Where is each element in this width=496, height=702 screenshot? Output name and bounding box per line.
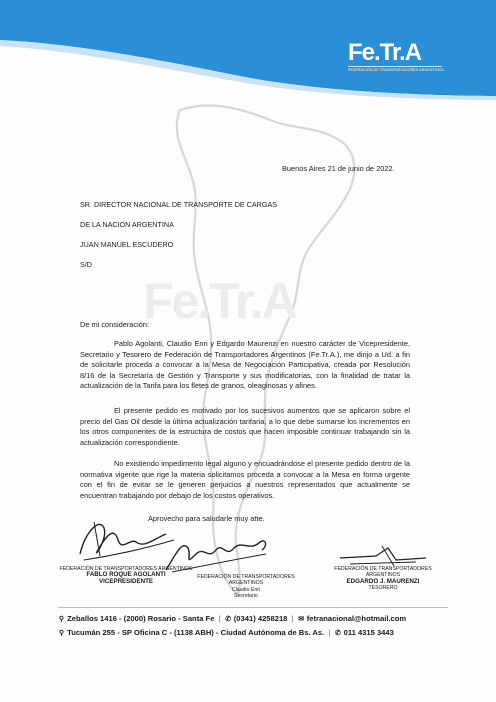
footer-line-2: ⚲ Tucumán 255 - SP Oficina C - (1138 ABH) - Ciudad Autónoma de Bs. As. | ✆ 011 4315 3443 [58,628,394,637]
paragraph-3-text: No existiendo impedimento legal alguno y encuadrándose el presente pedido dentro de la normativa vigente que rige la materia solicitamos proceda a convocar a la Mesa en forma urgente con el fin de evitar se le generen perjuicios a nuestros representados que actualmente se encuentran trabajando por debajo de los costos operativos. [80,459,410,500]
letter-paragraph-1 [80,339,410,392]
signature-2-name: Claudio Enri [231,586,261,593]
footer-phone-2: 011 4315 3443 [343,628,394,637]
letter-greeting: De mi consideración: [80,320,150,329]
signature-3-org: FEDERACIÓN DE TRANSPORTADORES ARGENTINOS [334,566,432,579]
signature-1-name: FABLO ROQUE AGOLANTI [86,571,166,579]
signature-1-role: VICEPRESIDENTE [99,577,153,585]
footer-line-1: ⚲ Zeballos 1416 - (2000) Rosario - Santa Fe | ✆ (0341) 4258218 | ✉ fetranacional@hotmail.com [58,614,407,623]
letter-paragraph-2 [80,406,410,448]
location-pin-icon: ⚲ [58,616,65,623]
signature-block-2 [186,574,306,600]
phone-icon: ✆ [335,630,341,637]
footer-divider [58,607,448,608]
signature-1-org: FEDERACIÓN DE TRANSPORTADORES ARGENTINOS [59,566,193,572]
recipient-line-3: JUAN MANUEL ESCUDERO [80,240,174,249]
recipient-line-4: S/D [80,260,92,269]
location-pin-icon: ⚲ [58,630,65,637]
paragraph-1-text: Pablo Agolanti, Claudio Enri y Edgardo Maurenzi en nuestro carácter de Vicepresidente, Secretario y Tesorero de Federación de Transportadores Argentinos (Fe.Tr.A.), me dirijo a Ud. a fin de solicitarle proceda a convocar a la Mesa de Negociación Participativa, creada por Resolución 8/16 de la Secretaría de Gestión y Transporte y sus modificatorias, con la finalidad de tratar la actualización de la Tarifa para los fletes de granos, oleaginosas y afines. [80,339,410,391]
logo-text: Fe.Tr.A [348,39,422,66]
logo-subtitle: FEDERACIÓN DE TRANSPORTADORES ARGENTINOS [348,68,445,72]
signature-3-name: EDGARDO J. MAURENZI [346,577,420,585]
letter-closing: Aprovecho para saludarle muy atte. [148,514,265,523]
recipient-line-2: DE LA NACION ARGENTINA [80,220,174,229]
watermark-logo: Fe.Tr.A [143,273,296,329]
email-icon: ✉ [298,616,305,623]
signature-block-3 [318,566,448,592]
letter-paragraph-3 [80,459,410,501]
signature-3-role: TESORERO [368,585,398,592]
paragraph-2-text: El presente pedido es motivado por los sucesivos aumentos que se aplicaron sobre el precio del Gas Oil desde la última actualización tarifaria, a lo que debe sumarse los incrementos en los otros componentes de la estructura de costos que hacen imposible continuar trabajando sin la actualización correspondiente. [80,406,410,447]
footer-phone-1: (0341) 4258218 [233,614,288,623]
signature-2-role: Secretario [234,593,258,600]
letter-date: Buenos Aires 21 de junio de 2022. [282,164,395,173]
footer-address-1: Zeballos 1416 - (2000) Rosario - Santa Fe [67,614,215,623]
signature-block-1 [56,566,196,585]
signature-2-org: FEDERACIÓN DE TRANSPORTADORES ARGENTINOS [197,574,295,587]
phone-icon: ✆ [225,616,232,623]
fetra-logo [348,40,452,72]
footer-address-2: Tucumán 255 - SP Oficina C - (1138 ABH) - Ciudad Autónoma de Bs. As. [67,628,325,637]
footer-email[interactable]: fetranacional@hotmail.com [306,614,407,623]
recipient-line-1: SR. DIRECTOR NACIONAL DE TRANSPORTE DE CARGAS [80,200,278,209]
